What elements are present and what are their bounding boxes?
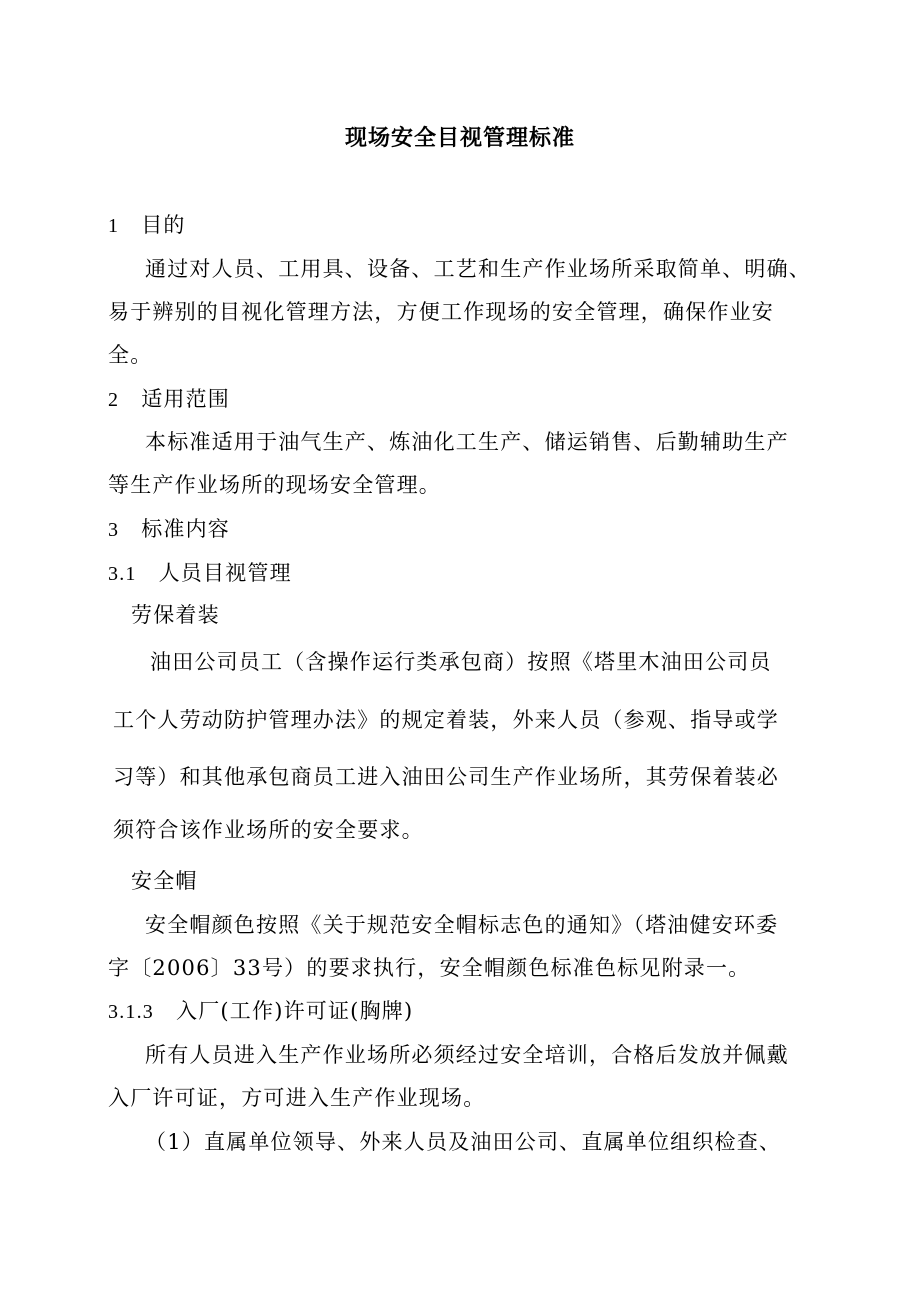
paragraph-line: 所有人员进入生产作业场所必须经过安全培训，合格后发放并佩戴: [145, 1043, 789, 1067]
paragraph-line: 易于辨别的目视化管理方法，方便工作现场的安全管理，确保作业安: [108, 300, 774, 324]
paragraph-line: 工个人劳动防护管理办法》的规定着装，外来人员（参观、指导或学: [113, 708, 779, 732]
section-title: 人员目视管理: [158, 561, 292, 585]
paragraph-line: 入厂许可证，方可进入生产作业现场。: [108, 1086, 486, 1110]
paragraph-line: 油田公司员工（含操作运行类承包商）按照《塔里木油田公司员: [150, 650, 772, 674]
paragraph-line: 本标准适用于油气生产、炼油化工生产、储运销售、后勤辅助生产: [145, 430, 789, 454]
section-2-heading: [108, 384, 230, 415]
document-title: 现场安全目视管理标准: [344, 126, 575, 151]
paragraph-line: 安全帽颜色按照《关于规范安全帽标志色的通知》（塔油健安环委: [145, 913, 779, 937]
section-title: 标准内容: [141, 517, 231, 541]
paragraph-line: 字〔2006〕33号）的要求执行，安全帽颜色标准色标见附录一。: [108, 956, 751, 980]
section-number: 3: [108, 519, 120, 541]
section-title: 入厂(工作)许可证(胸牌): [176, 999, 414, 1023]
list-item: （1）直属单位领导、外来人员及油田公司、直属单位组织检查、: [145, 1130, 782, 1154]
section-3-heading: [108, 514, 230, 545]
section-3-1-heading: [108, 558, 292, 589]
paragraph-line: 须符合该作业场所的安全要求。: [113, 818, 424, 842]
paragraph-line: 通过对人员、工用具、设备、工艺和生产作业场所采取简单、明确、: [145, 257, 811, 281]
paragraph-line: 全。: [108, 343, 153, 367]
section-3-1-3-heading: [108, 996, 413, 1027]
section-number: 2: [108, 389, 120, 411]
subheading-labor-attire: 劳保着装: [131, 603, 220, 627]
subheading-helmet: 安全帽: [131, 869, 198, 893]
section-number: 1: [108, 215, 120, 237]
paragraph-line: 习等）和其他承包商员工进入油田公司生产作业场所，其劳保着装必: [113, 765, 779, 789]
section-number: 3.1.3: [108, 1001, 154, 1023]
section-title: 适用范围: [141, 387, 231, 411]
paragraph-line: 等生产作业场所的现场安全管理。: [108, 473, 441, 497]
section-1-heading: [108, 210, 186, 241]
section-title: 目的: [141, 213, 186, 237]
section-number: 3.1: [108, 563, 137, 585]
